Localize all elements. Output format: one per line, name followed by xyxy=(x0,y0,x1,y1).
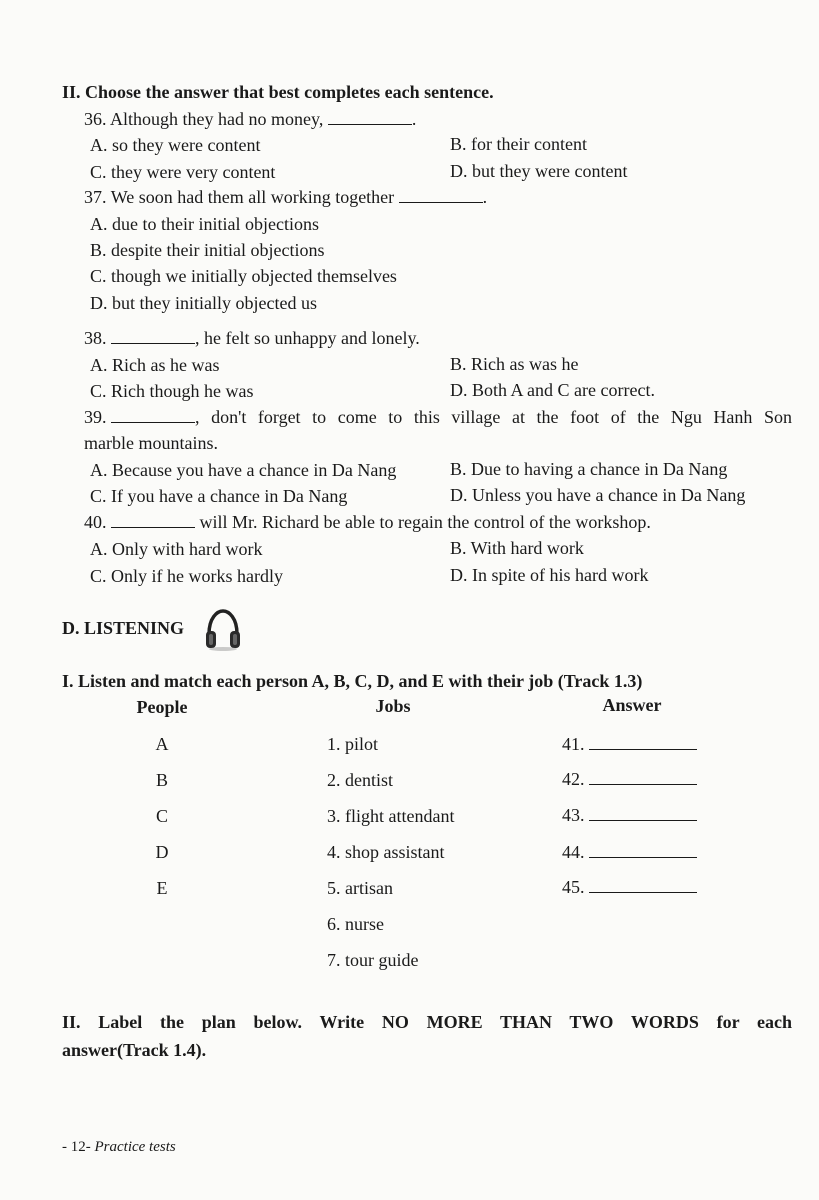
headphones-icon xyxy=(203,608,243,652)
job-5: 5. artisan xyxy=(327,878,393,898)
job-4: 4. shop assistant xyxy=(327,842,445,862)
option-38c[interactable]: C. Rich though he was xyxy=(90,381,254,401)
answer-44 xyxy=(562,842,697,863)
option-36a[interactable]: A. so they were content xyxy=(90,135,261,155)
answer-blank[interactable] xyxy=(399,188,483,203)
option-40c[interactable]: C. Only if he works hardly xyxy=(90,566,283,586)
answer-blank[interactable] xyxy=(111,408,195,423)
job-1: 1. pilot xyxy=(327,734,379,754)
answer-blank[interactable] xyxy=(589,806,697,821)
page-number: - 12- xyxy=(62,1139,91,1155)
question-stem: , he felt so unhappy and lonely. xyxy=(195,328,420,348)
option-36b[interactable]: B. for their content xyxy=(450,134,587,154)
option-36c[interactable]: C. they were very content xyxy=(90,162,276,182)
option-40a[interactable]: A. Only with hard work xyxy=(90,539,263,559)
listening-title: D. LISTENING xyxy=(62,618,185,638)
answer-number: 45. xyxy=(562,877,585,897)
header-people: People xyxy=(136,697,188,717)
question-stem: will Mr. Richard be able to regain the control of the workshop. xyxy=(195,512,651,532)
listening-part1-title: I. Listen and match each person A, B, C, D, and E with their job (Track 1.3) xyxy=(62,671,643,691)
option-39b[interactable]: B. Due to having a chance in Da Nang xyxy=(450,459,728,479)
section-title: II. Choose the answer that best completes each sentence. xyxy=(62,82,494,102)
job-3: 3. flight attendant xyxy=(327,806,455,826)
question-stem: Although they had no money, xyxy=(110,109,324,129)
answer-45 xyxy=(562,877,697,898)
option-38d[interactable]: D. Both A and C are correct. xyxy=(450,380,655,400)
job-7: 7. tour guide xyxy=(327,950,419,970)
option-39a[interactable]: A. Because you have a chance in Da Nang xyxy=(90,460,397,480)
question-number: 37. xyxy=(84,187,107,207)
answer-blank[interactable] xyxy=(589,843,697,858)
option-39d[interactable]: D. Unless you have a chance in Da Nang xyxy=(450,485,746,505)
person-c: C xyxy=(155,806,169,826)
question-stem-end: . xyxy=(482,187,488,207)
person-a: A xyxy=(155,734,169,754)
option-37a[interactable]: A. due to their initial objections xyxy=(90,214,319,234)
option-37c[interactable]: C. though we initially objected themselves xyxy=(90,266,397,286)
question-stem-end: . xyxy=(411,109,417,129)
header-answer: Answer xyxy=(602,695,662,715)
option-40b[interactable]: B. With hard work xyxy=(450,538,584,558)
question-number: 36. xyxy=(84,109,107,129)
option-38b[interactable]: B. Rich as was he xyxy=(450,354,579,374)
question-39-lead xyxy=(84,407,195,428)
question-number: 38. xyxy=(84,328,107,348)
option-39c[interactable]: C. If you have a chance in Da Nang xyxy=(90,486,348,506)
book-title: Practice tests xyxy=(94,1139,176,1155)
question-40 xyxy=(84,512,651,533)
option-37b[interactable]: B. despite their initial objections xyxy=(90,240,325,260)
answer-41 xyxy=(562,734,697,755)
option-40d[interactable]: D. In spite of his hard work xyxy=(450,565,649,585)
option-38a[interactable]: A. Rich as he was xyxy=(90,355,220,375)
answer-blank[interactable] xyxy=(589,770,697,785)
job-6: 6. nurse xyxy=(327,914,384,934)
listening-part2-title-line2: answer(Track 1.4). xyxy=(62,1040,207,1060)
answer-number: 44. xyxy=(562,842,585,862)
answer-blank[interactable] xyxy=(589,735,697,750)
question-36 xyxy=(84,109,416,130)
question-38 xyxy=(84,328,420,349)
job-2: 2. dentist xyxy=(327,770,393,790)
answer-blank[interactable] xyxy=(111,513,195,528)
option-37d[interactable]: D. but they initially objected us xyxy=(90,293,317,313)
answer-number: 42. xyxy=(562,769,585,789)
person-d: D xyxy=(155,842,169,862)
person-e: E xyxy=(156,878,168,898)
question-39 xyxy=(84,407,792,428)
answer-43 xyxy=(562,805,697,826)
question-stem: We soon had them all working together xyxy=(110,187,395,207)
question-stem: , don't forget to come to this village at the foot of the Ngu Hanh Son xyxy=(195,407,792,427)
answer-number: 41. xyxy=(562,734,585,754)
person-b: B xyxy=(155,770,169,790)
question-stem-line2: marble mountains. xyxy=(84,433,218,453)
listening-part2-title-line1: II. Label the plan below. Write NO MORE THAN TWO WORDS for each xyxy=(62,1012,792,1032)
answer-number: 43. xyxy=(562,805,585,825)
question-37 xyxy=(84,187,487,208)
option-36d[interactable]: D. but they were content xyxy=(450,161,628,181)
answer-42 xyxy=(562,769,697,790)
question-number: 39. xyxy=(84,407,107,427)
answer-blank[interactable] xyxy=(589,878,697,893)
header-jobs: Jobs xyxy=(375,696,411,716)
answer-blank[interactable] xyxy=(328,110,412,125)
answer-blank[interactable] xyxy=(111,329,195,344)
question-number: 40. xyxy=(84,512,107,532)
page-footer xyxy=(62,1139,176,1156)
